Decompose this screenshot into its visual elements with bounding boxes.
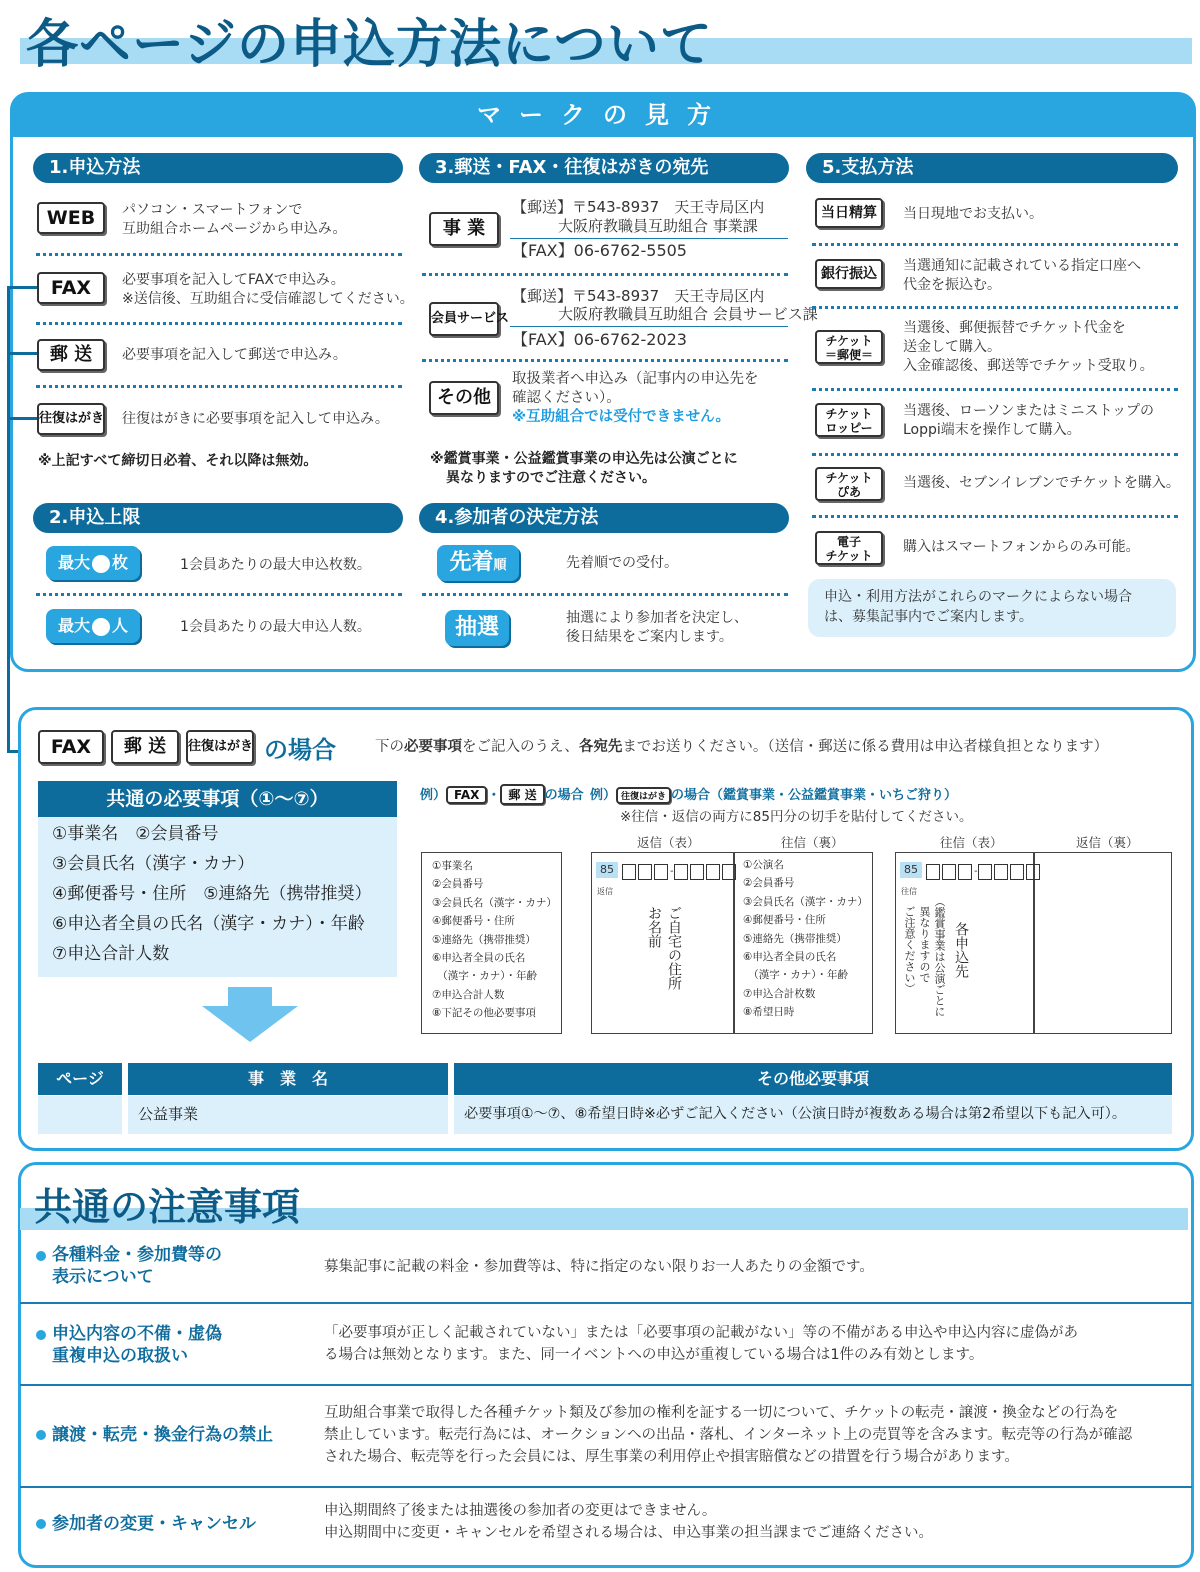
- reply-mark: 返信: [597, 887, 613, 896]
- jigyo-mark: 事 業: [429, 212, 499, 246]
- e-ticket-mark: 電子 チケット: [815, 531, 883, 565]
- same-day-payment-desc: 当日現地でお支払い。: [903, 206, 1043, 222]
- connector-vertical: [7, 286, 10, 752]
- table-header-other: その他必要事項: [454, 1063, 1172, 1095]
- out-mark: 往信: [901, 887, 917, 896]
- divider: [36, 322, 402, 325]
- caution-label-invalid: 申込内容の不備・虚偽 重複申込の取扱い: [52, 1324, 222, 1366]
- out-note-b: 異なりますので: [918, 906, 931, 983]
- postcard-mark-case: 往復はがき: [186, 730, 254, 764]
- web-mark: WEB: [37, 202, 105, 234]
- caution-label-fees: 各種料金・参加費等の 表示について: [52, 1245, 222, 1287]
- first-come-desc: 先着順での受付。: [566, 555, 678, 571]
- divider: [812, 453, 1178, 456]
- max-people-badge: 最大 人: [46, 609, 140, 643]
- stamp-85: 85: [900, 862, 922, 878]
- bullet-icon: [36, 1519, 46, 1529]
- stamp-note: ※往信・返信の両方に85円分の切手を貼付してください。: [620, 809, 973, 825]
- caution-label-change: 参加者の変更・キャンセル: [52, 1514, 256, 1534]
- divider: [36, 253, 402, 256]
- ticket-loppi-desc: 当選後、ローソンまたはミニストップの Loppi端末を操作して購入。: [903, 403, 1155, 438]
- table-header-page: ページ: [38, 1063, 122, 1095]
- case-label: の場合: [264, 736, 336, 764]
- lottery-badge: 抽選: [445, 610, 509, 646]
- table-header-name: 事 業 名: [128, 1063, 448, 1095]
- divider: [422, 593, 788, 596]
- caution-text-resale: 互助組合事業で取得した各種チケット類及び参加の権利を証する一切について、チケットの転売・譲渡・換金などの行為を 禁止しています。転売行為には、オークションへの出品・落札、インターネット上の売買等を含みます。転売等の行為が確認 された場合、転売等を行った会員には、厚生事業の利用停止や損害賠償などの措置を行う場合があります。: [324, 1405, 1133, 1465]
- caution-separator: [20, 1302, 1192, 1304]
- table-cell-name: 公益事業: [128, 1096, 448, 1134]
- fax-intro: 下の必要事項をご記入のうえ、各宛先までお送りください。（送信・郵送に係る費用は申込者様負担となります）: [375, 739, 1109, 755]
- reply-name: お名前: [646, 906, 662, 948]
- deadline-note: ※上記すべて締切日必着、それ以降は無効。: [38, 453, 318, 469]
- ticket-postal-desc: 当選後、郵便振替でチケット代金を 送金して購入。 入金確認後、郵送等でチケット受取り。: [903, 320, 1154, 374]
- zip-boxes: -: [622, 861, 738, 880]
- example-postcard-label: 例） 往復はがき の場合（鑑賞事業・公益鑑賞事業・いちご狩り）: [590, 788, 958, 803]
- bullet-icon: [36, 1251, 46, 1261]
- other-desc: 取扱業者へ申込み（記事内の申込先を 確認ください）。 ※互助組合では受付できません。: [512, 371, 759, 425]
- member-post-line1: 【郵送】〒543-8937 天王寺局区内: [512, 287, 765, 305]
- reply-address: ご自宅の住所: [666, 906, 682, 990]
- label-reply-back: 返信（裏）: [1076, 835, 1139, 850]
- same-day-payment-mark: 当日精算: [815, 198, 883, 228]
- rule: [510, 238, 788, 239]
- max-tickets-desc: 1会員あたりの最大申込枚数。: [180, 557, 371, 573]
- bank-transfer-mark: 銀行振込: [815, 259, 883, 289]
- max-tickets-badge: 最大 枚: [46, 546, 140, 580]
- member-fax: 【FAX】06-6762-2023: [512, 330, 687, 349]
- ticket-loppi-mark: チケット ロッピー: [815, 403, 883, 437]
- fax-example-card: ①事業名 ②会員番号 ③会員氏名（漢字・カナ） ④郵便番号・住所 ⑤連絡先（携帯推奨） ⑥申込者全員の氏名 （漢字・カナ）・年齢 ⑦申込合計人数 ⑧下記その他必要事項: [421, 852, 562, 1034]
- rule: [510, 326, 788, 327]
- divider: [36, 385, 402, 388]
- jigyo-post-line2: 大阪府教職員互助組合 事業課: [558, 217, 758, 235]
- section-apply-method-heading: 1.申込方法: [33, 153, 403, 183]
- down-arrow-icon: [228, 987, 272, 1007]
- return-postcard-mark: 往復はがき: [37, 403, 105, 435]
- bullet-icon: [36, 1330, 46, 1340]
- mail-mark-case: 郵 送: [111, 730, 179, 764]
- label-out-back: 往信（裏）: [781, 835, 844, 850]
- caution-separator: [20, 1384, 1192, 1386]
- section-decision-heading: 4.参加者の決定方法: [419, 503, 789, 533]
- caution-label-resale: 譲渡・転売・換金行為の禁止: [52, 1425, 273, 1445]
- example-fax-label: 例） FAX ・ 郵 送 の場合: [420, 784, 584, 805]
- ticket-pia-mark: チケット ぴあ: [815, 467, 883, 501]
- caution-text-change: 申込期間終了後または抽選後の参加者の変更はできません。 申込期間中に変更・キャンセルを希望される場合は、申込事業の担当課までご連絡ください。: [324, 1503, 933, 1541]
- common-requirements-list: ①事業名 ②会員番号 ③会員氏名（漢字・カナ） ④郵便番号・住所 ⑤連絡先（携帯推奨） ⑥申込者全員の氏名（漢字・カナ）・年齢 ⑦申込合計人数: [38, 817, 397, 977]
- payment-info-box: 申込・利用方法がこれらのマークによらない場合 は、募集記事内でご案内します。: [808, 579, 1176, 637]
- caution-text-invalid: 「必要事項が正しく記載されていない」または「必要事項の記載がない」等の不備がある申込や申込内容に虚偽があ る場合は無効となります。また、同一イベントへの申込が重複している場合は1件のみ有効とします。: [324, 1325, 1078, 1363]
- section-limit-heading: 2.申込上限: [33, 503, 403, 533]
- web-desc: パソコン・スマートフォンで 互助組合ホームページから申込み。: [122, 202, 347, 237]
- postcard-fold: [733, 853, 735, 1033]
- divider: [812, 388, 1178, 391]
- bullet-icon: [36, 1430, 46, 1440]
- down-arrow-head: [202, 1006, 298, 1042]
- caution-title: 共通の注意事項: [34, 1185, 301, 1229]
- common-requirements-heading: 共通の必要事項（①〜⑦）: [38, 781, 397, 817]
- caution-separator: [20, 1486, 1192, 1488]
- out-note-a: （鑑賞事業は公演ごとに: [933, 896, 946, 1017]
- section-address-heading: 3.郵送・FAX・往復はがきの宛先: [419, 153, 789, 183]
- divider: [812, 515, 1178, 518]
- lottery-desc: 抽選により参加者を決定し、 後日結果をご案内します。: [566, 610, 748, 645]
- ticket-postal-mark: チケット ＝郵便＝: [815, 330, 883, 364]
- table-cell-page: [38, 1096, 122, 1134]
- out-note-c: ご注意ください）: [903, 906, 916, 994]
- divider: [812, 243, 1178, 246]
- jigyo-fax: 【FAX】06-6762-5505: [512, 241, 687, 260]
- mail-mark: 郵 送: [37, 339, 105, 371]
- other-mark: その他: [429, 381, 499, 415]
- out-address: 各申込先: [953, 922, 969, 978]
- section-payment-heading: 5.支払方法: [806, 153, 1178, 183]
- label-out-front: 往信（表）: [940, 835, 1003, 850]
- first-come-badge: 先着順: [437, 545, 519, 581]
- e-ticket-desc: 購入はスマートフォンからのみ可能。: [903, 539, 1140, 555]
- fax-desc: 必要事項を記入してFAXで申込み。 ※送信後、互助組合に受信確認してください。: [122, 272, 414, 307]
- caution-text-fees: 募集記事に記載の料金・参加費等は、特に指定のない限りお一人あたりの金額です。: [324, 1259, 874, 1275]
- member-post-line2: 大阪府教職員互助組合 会員サービス課: [558, 305, 818, 323]
- zip-boxes: -: [926, 861, 1042, 880]
- connector-fax: [7, 286, 37, 289]
- bank-transfer-desc: 当選通知に記載されている指定口座へ 代金を振込む。: [903, 258, 1141, 293]
- jigyo-post-line1: 【郵送】〒543-8937 天王寺局区内: [512, 198, 765, 216]
- postcard-fold: [1033, 853, 1035, 1033]
- ticket-pia-desc: 当選後、セブンイレブンでチケットを購入。: [903, 475, 1180, 491]
- table-cell-other: 必要事項①〜⑦、⑧希望日時※必ずご記入ください（公演日時が複数ある場合は第2希望以下も記入可）。: [454, 1096, 1172, 1134]
- divider: [36, 593, 402, 596]
- out-back-lines: ①公演名 ②会員番号 ③会員氏名（漢字・カナ） ④郵便番号・住所 ⑤連絡先（携帯推奨） ⑥申込者全員の氏名 （漢字・カナ）・年齢 ⑦申込合計枚数 ⑧希望日時: [743, 859, 868, 1019]
- address-note: ※鑑賞事業・公益鑑賞事業の申込先は公演ごとに 異なりますのでご注意ください。: [430, 451, 738, 486]
- max-people-desc: 1会員あたりの最大申込人数。: [180, 619, 371, 635]
- fax-mark-case: FAX: [38, 730, 104, 764]
- stamp-85: 85: [596, 862, 618, 878]
- mail-desc: 必要事項を記入して郵送で申込み。: [122, 347, 347, 363]
- fax-mark: FAX: [37, 272, 105, 304]
- page-title: 各ページの申込方法について: [26, 15, 713, 75]
- label-reply-front: 返信（表）: [637, 835, 700, 850]
- member-service-mark: 会員サービス: [429, 302, 499, 336]
- connector-postcard: [7, 417, 37, 420]
- marks-panel-heading: マークの見方: [11, 93, 1195, 137]
- divider: [812, 306, 1178, 309]
- return-postcard-desc: 往復はがきに必要事項を記入して申込み。: [122, 411, 389, 427]
- divider: [422, 359, 788, 362]
- divider: [422, 273, 788, 276]
- connector-mail: [7, 352, 37, 355]
